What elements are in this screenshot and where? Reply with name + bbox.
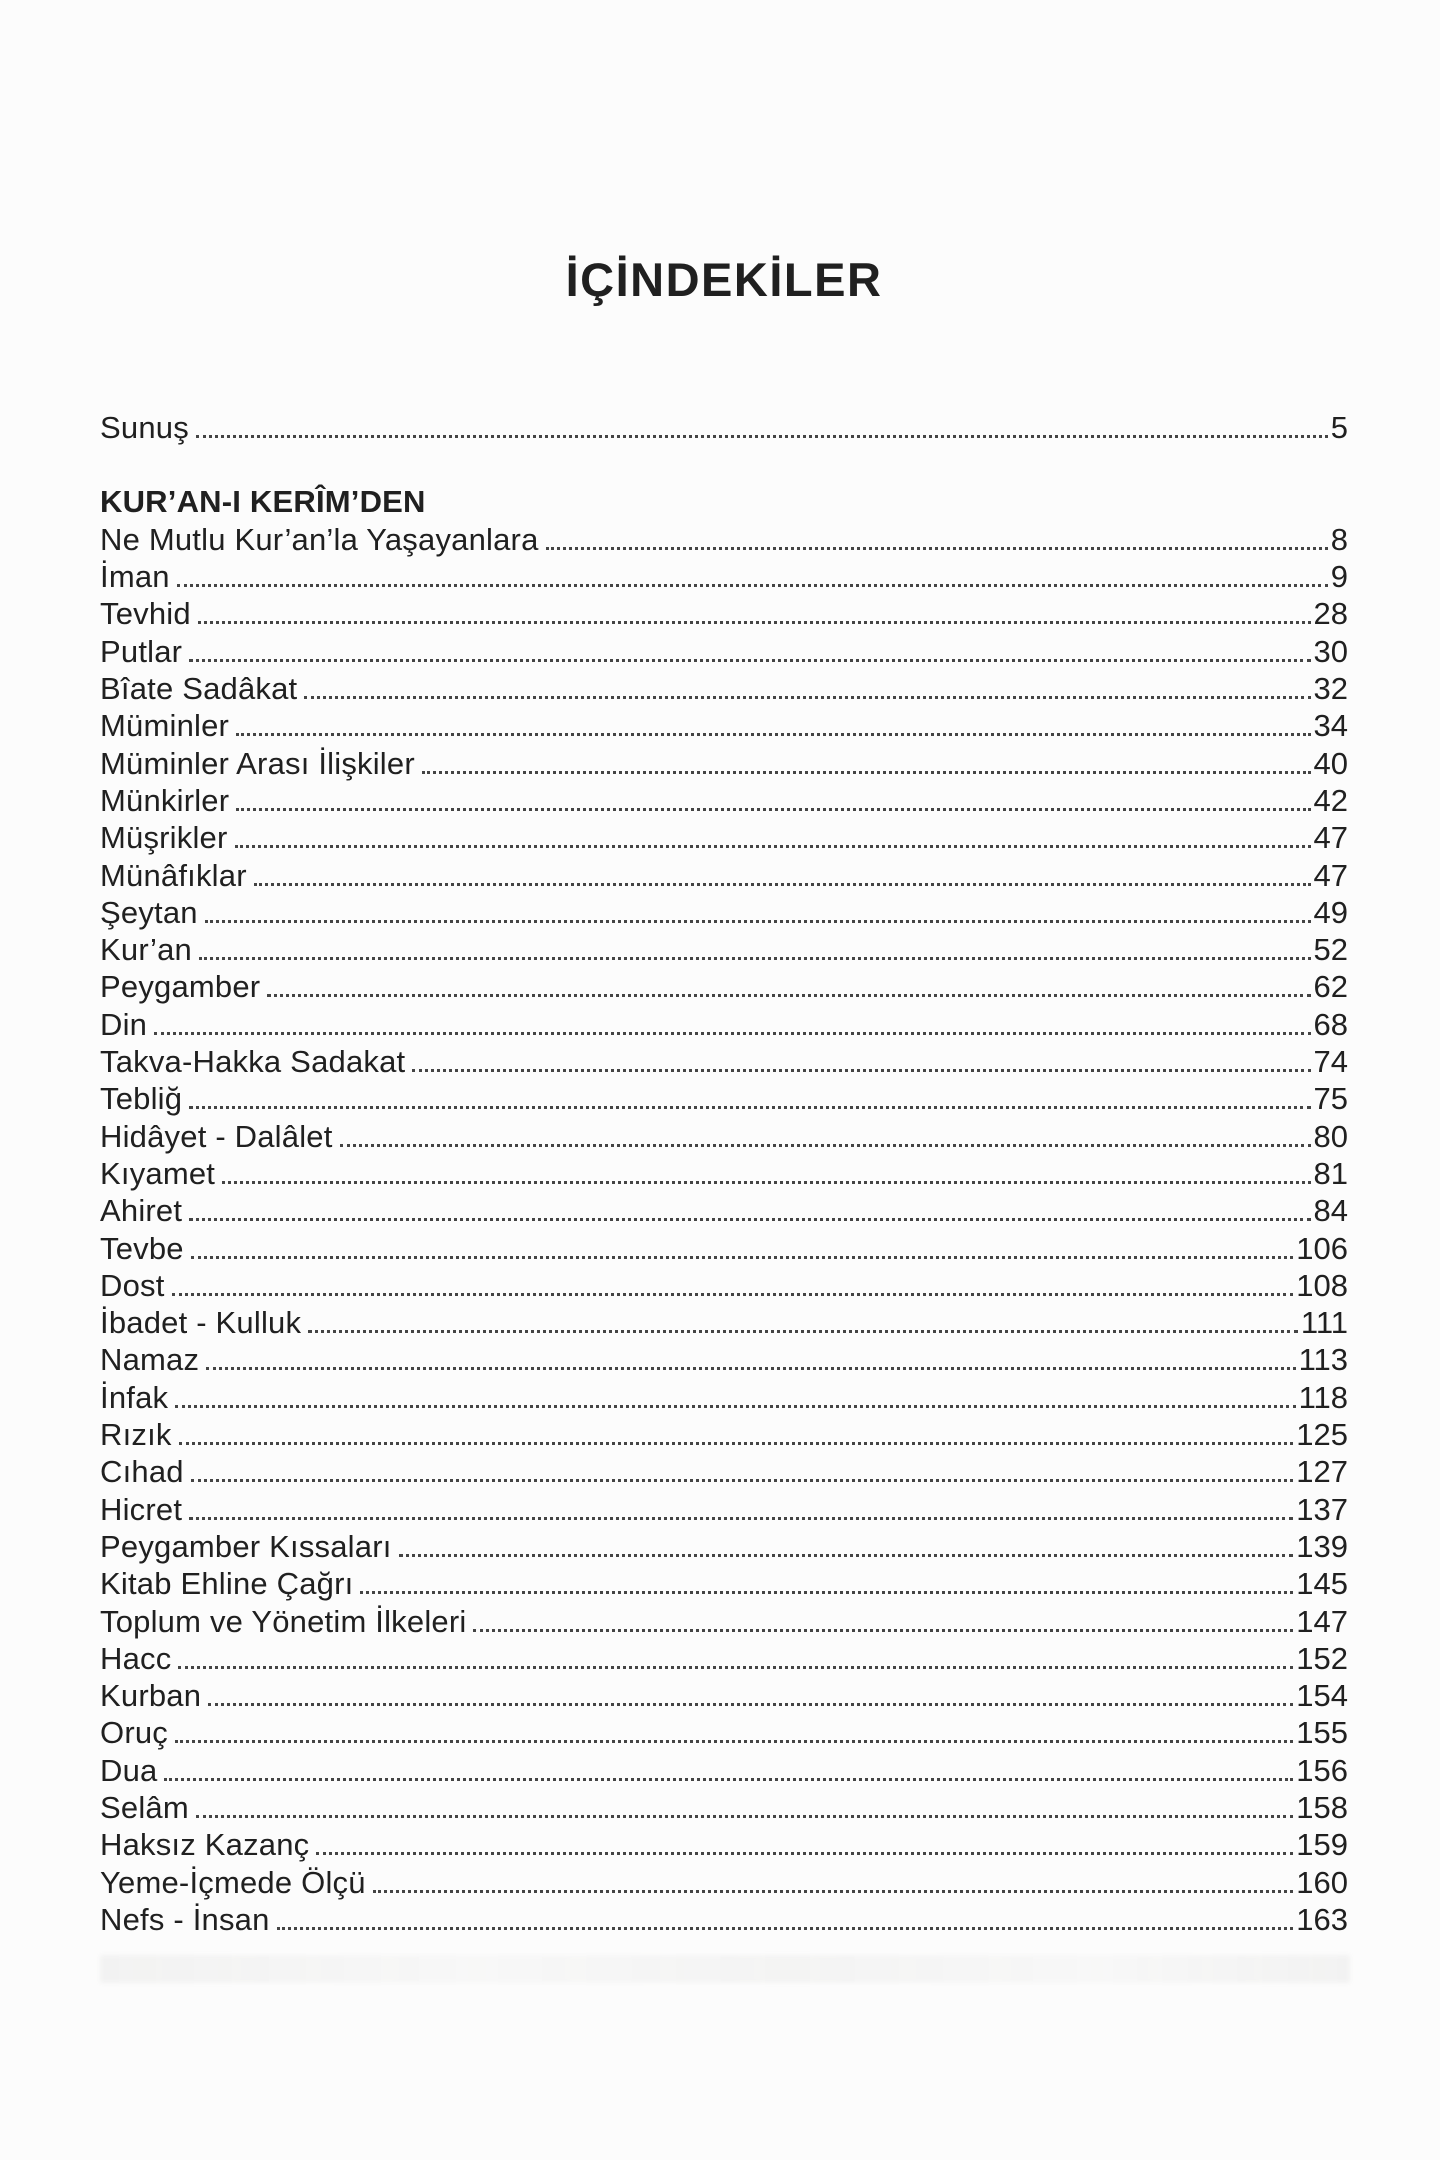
toc-entry-page: 158 [1296, 1789, 1348, 1825]
dotted-leader [208, 1703, 1293, 1706]
toc-entry-label: Cıhad [100, 1454, 184, 1490]
toc-entry-row [100, 1116, 1348, 1153]
toc-entry-label: Dua [100, 1752, 158, 1788]
toc-entry-page: 28 [1313, 596, 1348, 632]
toc-entry-page: 156 [1296, 1752, 1348, 1788]
toc-entry-label: Hicret [100, 1491, 183, 1527]
toc-entry-row [100, 1527, 1348, 1564]
toc-entry-row [100, 1228, 1348, 1265]
dotted-leader [373, 1890, 1294, 1893]
dotted-leader [191, 1256, 1294, 1259]
toc-entry-row [100, 1415, 1348, 1452]
toc-entry-row [100, 1303, 1348, 1340]
toc-entry-row [100, 1788, 1348, 1825]
toc-entry-page: 113 [1298, 1342, 1348, 1378]
toc-entry-label: Haksız Kazanç [100, 1827, 310, 1863]
toc-entry-label: Oruç [100, 1715, 168, 1751]
toc-entry-row [100, 967, 1348, 1004]
toc-entry-row [100, 1377, 1348, 1414]
toc-entry-page: 125 [1296, 1417, 1348, 1453]
toc-entry-row [100, 594, 1348, 631]
dotted-leader [178, 1666, 1293, 1669]
toc-entry-page: 127 [1296, 1454, 1348, 1490]
toc-entry-label: İman [100, 559, 170, 595]
dotted-leader [191, 1479, 1294, 1482]
toc-entry-label: Müşrikler [100, 820, 228, 856]
dotted-leader [196, 435, 1328, 438]
toc-entry-page: 47 [1313, 820, 1348, 856]
toc-entry-page: 118 [1298, 1379, 1348, 1415]
toc-entry-label: Kitab Ehline Çağrı [100, 1566, 354, 1602]
toc-entry-label: Kıyamet [100, 1155, 216, 1191]
dotted-leader [304, 696, 1310, 699]
toc-entry-row [100, 1713, 1348, 1750]
toc-entry-row [100, 1750, 1348, 1787]
dotted-leader [267, 994, 1310, 997]
toc-entry-label: Putlar [100, 633, 183, 669]
toc-entry-label: Rızık [100, 1417, 172, 1453]
toc-entry-row [100, 743, 1348, 780]
toc-entry-label: Din [100, 1006, 148, 1042]
toc-entry-label: Namaz [100, 1342, 200, 1378]
toc-entry-label: Hidâyet - Dalâlet [100, 1118, 333, 1154]
dotted-leader [189, 1106, 1310, 1109]
toc-entry-label: Münâfıklar [100, 857, 247, 893]
toc-entry-page: 5 [1330, 410, 1348, 446]
toc-section-heading: KUR’AN-I KERÎM’DEN [100, 483, 426, 519]
toc-entry-row [100, 818, 1348, 855]
dotted-leader [196, 1815, 1293, 1818]
dotted-leader [236, 808, 1310, 811]
toc-entry-page: 145 [1296, 1566, 1348, 1602]
toc-entry-page: 30 [1313, 633, 1348, 669]
toc-entry-page: 9 [1330, 559, 1348, 595]
toc-entry-page: 160 [1296, 1864, 1348, 1900]
dotted-leader [172, 1293, 1294, 1296]
toc-entry-label: Hacc [100, 1640, 172, 1676]
dotted-leader [199, 957, 1311, 960]
toc-entry-page: 75 [1313, 1081, 1348, 1117]
toc-entry-row [100, 706, 1348, 743]
toc-entry-row [100, 1489, 1348, 1526]
dotted-leader [175, 1740, 1293, 1743]
toc-entry-page: 111 [1300, 1305, 1348, 1341]
toc-entry-page: 147 [1296, 1603, 1348, 1639]
toc-entry-page: 137 [1296, 1491, 1348, 1527]
toc-entry-row [100, 1042, 1348, 1079]
toc-entry-label: Nefs - İnsan [100, 1901, 270, 1937]
toc-entry-label: İnfak [100, 1379, 169, 1415]
toc-entry-label: Tevhid [100, 596, 191, 632]
page-title: İÇİNDEKİLER [565, 253, 883, 306]
toc-entry-row [100, 408, 1348, 445]
dotted-leader [277, 1927, 1294, 1930]
dotted-leader [189, 1218, 1310, 1221]
dotted-leader [254, 883, 1311, 886]
toc-entry-label: Toplum ve Yönetim İlkeleri [100, 1603, 467, 1639]
toc-entry-label: Şeytan [100, 894, 198, 930]
toc-entry-page: 81 [1313, 1155, 1348, 1191]
toc-entry-row [100, 1154, 1348, 1191]
toc-entry-row [100, 855, 1348, 892]
toc-entry-page: 68 [1313, 1006, 1348, 1042]
toc-entry-row [100, 781, 1348, 818]
dotted-leader [340, 1144, 1311, 1147]
dotted-leader [164, 1778, 1293, 1781]
toc-entry-row [100, 1825, 1348, 1862]
toc-entry-page: 74 [1313, 1044, 1348, 1080]
toc-entry-label: Kurban [100, 1678, 202, 1714]
toc-entry-row [100, 1079, 1348, 1116]
toc-entry-page: 42 [1313, 782, 1348, 818]
toc-entry-page: 84 [1313, 1193, 1348, 1229]
dotted-leader [412, 1069, 1310, 1072]
toc-entry-page: 155 [1296, 1715, 1348, 1751]
dotted-leader [236, 733, 1310, 736]
toc-entry-page: 163 [1296, 1901, 1348, 1937]
toc-entry-row [100, 1601, 1348, 1638]
dotted-leader [399, 1554, 1294, 1557]
dotted-leader [179, 1442, 1294, 1445]
toc-entry-page: 139 [1296, 1528, 1348, 1564]
toc-entry-label: Selâm [100, 1789, 189, 1825]
dotted-leader [235, 845, 1311, 848]
toc-entry-label: Yeme-İçmede Ölçü [100, 1864, 366, 1900]
toc-entry-row [100, 520, 1348, 557]
toc-entry-label: Ne Mutlu Kur’an’la Yaşayanlara [100, 521, 539, 557]
toc-entry-row [100, 631, 1348, 668]
dotted-leader [205, 920, 1311, 923]
toc-entry-label: Ahiret [100, 1193, 183, 1229]
dotted-leader [473, 1629, 1293, 1632]
dotted-leader [546, 547, 1328, 550]
toc-entry-row [100, 1676, 1348, 1713]
dotted-leader [175, 1405, 1295, 1408]
toc-entry-page: 40 [1313, 745, 1348, 781]
toc-entry-page: 152 [1296, 1640, 1348, 1676]
toc-entry-page: 47 [1313, 857, 1348, 893]
toc-entry-row [100, 1452, 1348, 1489]
toc-entry-label: Peygamber [100, 969, 261, 1005]
toc-entry-page: 154 [1296, 1678, 1348, 1714]
toc-entry-label: Peygamber Kıssaları [100, 1528, 392, 1564]
toc-entry-row [100, 930, 1348, 967]
toc-entry-row [100, 1639, 1348, 1676]
toc-entry-row [100, 1191, 1348, 1228]
toc-entry-label: Dost [100, 1267, 165, 1303]
toc-list [100, 408, 1348, 1937]
dotted-leader [177, 584, 1328, 587]
toc-entry-row [100, 1900, 1348, 1937]
toc-entry-label: Tebliğ [100, 1081, 183, 1117]
toc-entry-row [100, 669, 1348, 706]
toc-entry-row [100, 1564, 1348, 1601]
toc-entry-row [100, 1340, 1348, 1377]
toc-entry-page: 8 [1330, 521, 1348, 557]
dotted-leader [154, 1032, 1310, 1035]
dotted-leader [198, 621, 1311, 624]
toc-entry-row [100, 1862, 1348, 1899]
toc-entry-row [100, 557, 1348, 594]
toc-entry-page: 62 [1313, 969, 1348, 1005]
toc-entry-label: Sunuş [100, 410, 189, 446]
dotted-leader [206, 1367, 1295, 1370]
toc-entry-row [100, 893, 1348, 930]
dotted-leader [189, 659, 1310, 662]
toc-entry-label: İbadet - Kulluk [100, 1305, 302, 1341]
toc-entry-label: Tevbe [100, 1230, 184, 1266]
toc-entry-page: 34 [1313, 708, 1348, 744]
toc-entry-page: 106 [1296, 1230, 1348, 1266]
dotted-leader [360, 1591, 1293, 1594]
toc-entry-label: Münkirler [100, 782, 230, 818]
toc-entry-label: Bîate Sadâkat [100, 671, 298, 707]
toc-entry-page: 32 [1313, 671, 1348, 707]
toc-entry-label: Müminler Arası İlişkiler [100, 745, 415, 781]
dotted-leader [316, 1852, 1293, 1855]
dotted-leader [422, 771, 1311, 774]
toc-entry-label: Takva-Hakka Sadakat [100, 1044, 406, 1080]
toc-entry-label: Kur’an [100, 932, 192, 968]
toc-entry-row [100, 1266, 1348, 1303]
toc-entry-page: 80 [1313, 1118, 1348, 1154]
toc-section [100, 482, 1348, 1937]
toc-entry-page: 159 [1296, 1827, 1348, 1863]
dotted-leader [189, 1517, 1293, 1520]
dotted-leader [308, 1330, 1298, 1333]
toc-entry-page: 52 [1313, 932, 1348, 968]
toc-entry-page: 108 [1296, 1267, 1348, 1303]
dotted-leader [222, 1181, 1310, 1184]
toc-entry-label: Müminler [100, 708, 230, 744]
scan-bleed-artifact [100, 1955, 1350, 1983]
toc-entry-page: 49 [1313, 894, 1348, 930]
toc-entry-row [100, 1004, 1348, 1041]
toc-section [100, 408, 1348, 445]
